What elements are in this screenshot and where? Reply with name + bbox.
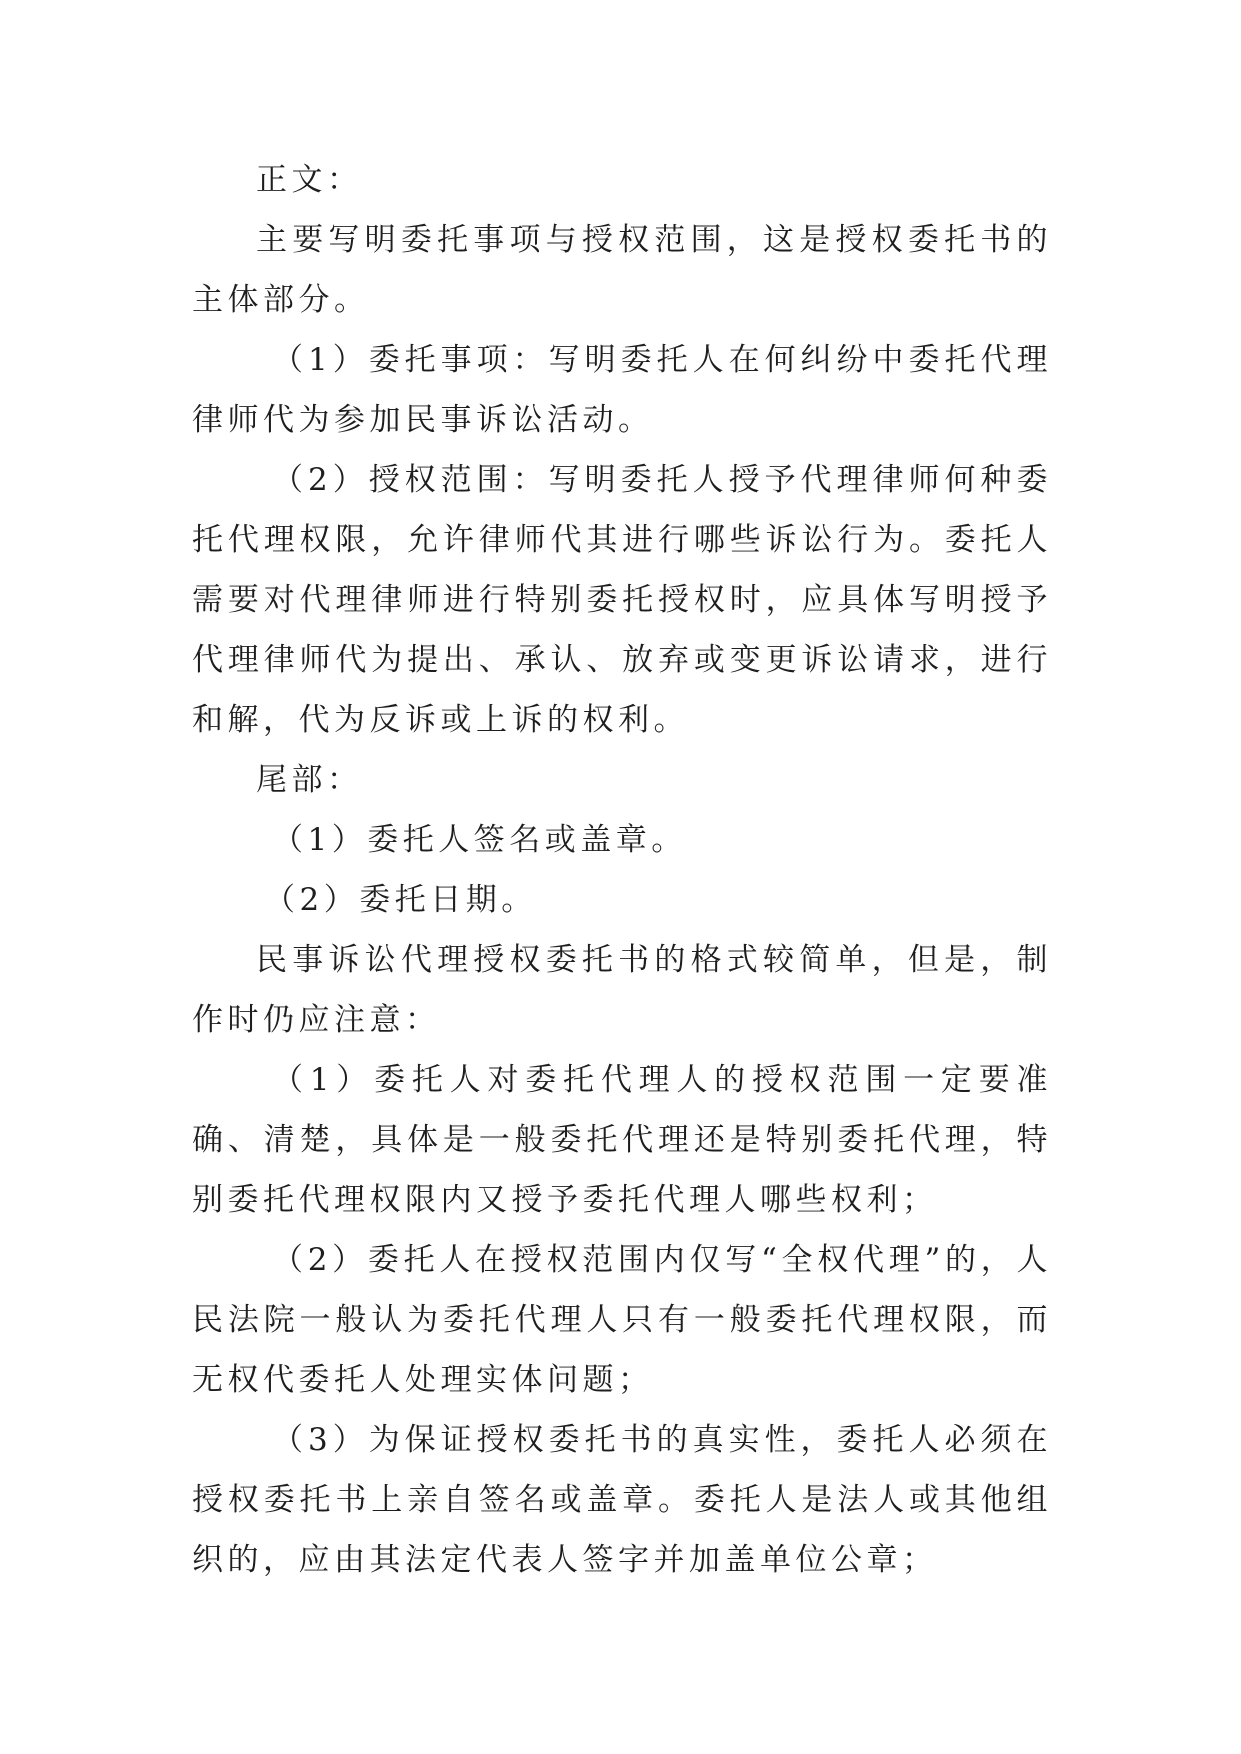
paragraph-body-intro: 主要写明委托事项与授权范围，这是授权委托书的主体部分。 <box>192 222 1052 318</box>
paragraph-notes-intro: 民事诉讼代理授权委托书的格式较简单，但是，制作时仍应注意： <box>192 942 1052 1038</box>
paragraph-date: （2）委托日期。 <box>264 882 537 918</box>
paragraph-note-1: （1）委托人对委托代理人的授权范围一定要准确、清楚，具体是一般委托代理还是特别委托代理，特别委托代理权限内又授予委托代理人哪些权利； <box>192 1062 1052 1218</box>
section-heading-body: 正文： <box>256 162 363 198</box>
paragraph-note-2: （2）委托人在授权范围内仅写“全权代理”的，人民法院一般认为委托代理人只有一般委托代理权限，而无权代委托人处理实体问题； <box>192 1242 1052 1398</box>
paragraph-authorization-scope: （2）授权范围：写明委托人授予代理律师何种委托代理权限，允许律师代其进行哪些诉讼行为。委托人需要对代理律师进行特别委托授权时，应具体写明授予代理律师代为提出、承认、放弃或变更诉讼请求，进行和解，代为反诉或上诉的权利。 <box>192 462 1052 738</box>
section-heading-ending: 尾部： <box>256 762 363 798</box>
document-page <box>192 150 1052 1590</box>
paragraph-signature: （1）委托人签名或盖章。 <box>272 822 687 858</box>
paragraph-entrusted-matters: （1）委托事项：写明委托人在何纠纷中委托代理律师代为参加民事诉讼活动。 <box>192 342 1052 438</box>
paragraph-note-3: （3）为保证授权委托书的真实性，委托人必须在授权委托书上亲自签名或盖章。委托人是法人或其他组织的，应由其法定代表人签字并加盖单位公章； <box>192 1422 1052 1578</box>
